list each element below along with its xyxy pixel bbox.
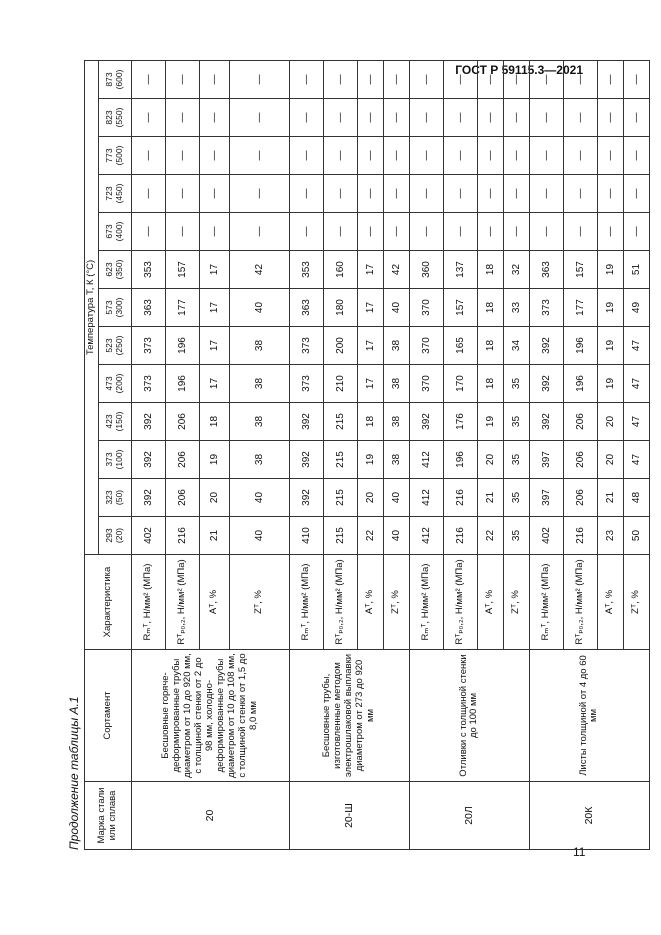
- value-cell: —: [443, 99, 477, 137]
- value-cell: 196: [165, 327, 199, 365]
- value-cell: 38: [229, 327, 289, 365]
- value-cell: —: [131, 137, 165, 175]
- value-cell: —: [383, 213, 409, 251]
- value-cell: —: [323, 99, 357, 137]
- value-cell: 353: [289, 251, 323, 289]
- value-cell: —: [229, 175, 289, 213]
- header-grade: Марка стали или сплава: [85, 782, 132, 850]
- value-cell: —: [229, 137, 289, 175]
- header-characteristic: Характеристика: [85, 555, 132, 650]
- value-cell: 392: [289, 403, 323, 441]
- value-cell: 363: [131, 289, 165, 327]
- value-cell: 206: [165, 479, 199, 517]
- value-cell: 49: [623, 289, 649, 327]
- value-cell: 402: [529, 517, 563, 555]
- value-cell: —: [289, 60, 323, 98]
- characteristic-cell: Rₘᵀ, Н/мм² (МПа): [409, 555, 443, 650]
- value-cell: 196: [165, 365, 199, 403]
- value-cell: 17: [199, 289, 229, 327]
- value-cell: —: [357, 60, 383, 98]
- value-cell: —: [623, 137, 649, 175]
- value-cell: —: [623, 213, 649, 251]
- value-cell: —: [597, 137, 623, 175]
- value-cell: 363: [289, 289, 323, 327]
- value-cell: 196: [443, 441, 477, 479]
- header-temp-573: 573 (300): [98, 289, 131, 327]
- value-cell: —: [199, 60, 229, 98]
- value-cell: —: [529, 175, 563, 213]
- value-cell: 34: [503, 327, 529, 365]
- value-cell: —: [563, 213, 597, 251]
- value-cell: 177: [165, 289, 199, 327]
- value-cell: 17: [357, 327, 383, 365]
- value-cell: 412: [409, 517, 443, 555]
- value-cell: —: [165, 137, 199, 175]
- assortment-cell: Отливки с толщиной стенки до 100 мм: [409, 650, 529, 782]
- value-cell: 22: [357, 517, 383, 555]
- characteristic-cell: Aᵀ, %: [597, 555, 623, 650]
- value-cell: 196: [563, 327, 597, 365]
- value-cell: 21: [597, 479, 623, 517]
- value-cell: 176: [443, 403, 477, 441]
- value-cell: —: [563, 99, 597, 137]
- value-cell: 20: [597, 441, 623, 479]
- value-cell: 392: [409, 403, 443, 441]
- header-temp-423: 423 (150): [98, 403, 131, 441]
- grade-cell: 20-Ш: [289, 782, 409, 850]
- value-cell: 157: [443, 289, 477, 327]
- header-temperature: Температура T, К (°С): [85, 60, 99, 554]
- value-cell: 373: [529, 289, 563, 327]
- value-cell: 40: [383, 517, 409, 555]
- value-cell: 35: [503, 517, 529, 555]
- value-cell: 21: [477, 479, 503, 517]
- value-cell: 38: [229, 403, 289, 441]
- characteristic-cell: Aᵀ, %: [199, 555, 229, 650]
- value-cell: —: [289, 137, 323, 175]
- rotated-table-area: [67, 59, 642, 850]
- value-cell: 392: [131, 403, 165, 441]
- value-cell: —: [443, 175, 477, 213]
- characteristic-cell: Rᵀₚ₀,₂, Н/мм² (МПа): [165, 555, 199, 650]
- header-temp-473: 473 (200): [98, 365, 131, 403]
- value-cell: 17: [199, 327, 229, 365]
- value-cell: 402: [131, 517, 165, 555]
- value-cell: —: [357, 137, 383, 175]
- value-cell: —: [131, 175, 165, 213]
- value-cell: —: [503, 213, 529, 251]
- value-cell: 160: [323, 251, 357, 289]
- characteristic-cell: Zᵀ, %: [229, 555, 289, 650]
- table-caption: Продолжение таблицы А.1: [67, 696, 81, 850]
- value-cell: —: [131, 213, 165, 251]
- header-assortment: Сортамент: [85, 650, 132, 782]
- value-cell: 177: [563, 289, 597, 327]
- value-cell: 35: [503, 365, 529, 403]
- value-cell: —: [357, 99, 383, 137]
- value-cell: 196: [563, 365, 597, 403]
- value-cell: 392: [131, 479, 165, 517]
- value-cell: 215: [323, 479, 357, 517]
- value-cell: 38: [383, 441, 409, 479]
- value-cell: 412: [409, 479, 443, 517]
- document-id: ГОСТ Р 59115.3—2021: [455, 63, 583, 77]
- value-cell: 17: [357, 365, 383, 403]
- page-number: 11: [573, 845, 586, 859]
- value-cell: 18: [477, 327, 503, 365]
- value-cell: —: [131, 99, 165, 137]
- value-cell: —: [563, 137, 597, 175]
- value-cell: —: [165, 175, 199, 213]
- value-cell: 392: [289, 479, 323, 517]
- value-cell: —: [503, 60, 529, 98]
- characteristic-cell: Aᵀ, %: [357, 555, 383, 650]
- assortment-cell: Бесшовные трубы, изготовленные методом электрошлаковой выплавки диаметром от 273 до 920 мм: [289, 650, 409, 782]
- characteristic-cell: Zᵀ, %: [503, 555, 529, 650]
- value-cell: 35: [503, 403, 529, 441]
- value-cell: 40: [229, 517, 289, 555]
- value-cell: 397: [529, 441, 563, 479]
- value-cell: 410: [289, 517, 323, 555]
- header-temp-773: 773 (500): [98, 137, 131, 175]
- value-cell: —: [323, 60, 357, 98]
- value-cell: 215: [323, 517, 357, 555]
- value-cell: 216: [443, 517, 477, 555]
- value-cell: 216: [563, 517, 597, 555]
- header-temp-323: 323 (50): [98, 479, 131, 517]
- value-cell: 38: [383, 403, 409, 441]
- value-cell: 20: [357, 479, 383, 517]
- value-cell: 216: [443, 479, 477, 517]
- value-cell: 373: [131, 365, 165, 403]
- value-cell: 20: [597, 403, 623, 441]
- value-cell: —: [477, 213, 503, 251]
- value-cell: 216: [165, 517, 199, 555]
- table-row: [289, 60, 323, 849]
- value-cell: —: [199, 175, 229, 213]
- value-cell: —: [597, 99, 623, 137]
- value-cell: —: [563, 175, 597, 213]
- value-cell: 363: [529, 251, 563, 289]
- value-cell: 32: [503, 251, 529, 289]
- value-cell: 40: [229, 479, 289, 517]
- value-cell: —: [529, 137, 563, 175]
- value-cell: 20: [199, 479, 229, 517]
- value-cell: —: [357, 175, 383, 213]
- value-cell: —: [529, 99, 563, 137]
- value-cell: 38: [383, 327, 409, 365]
- value-cell: —: [409, 137, 443, 175]
- value-cell: 206: [563, 403, 597, 441]
- value-cell: 370: [409, 327, 443, 365]
- value-cell: 373: [289, 327, 323, 365]
- value-cell: —: [323, 213, 357, 251]
- value-cell: 180: [323, 289, 357, 327]
- header-temp-523: 523 (250): [98, 327, 131, 365]
- value-cell: 392: [529, 365, 563, 403]
- value-cell: 47: [623, 441, 649, 479]
- value-cell: 157: [165, 251, 199, 289]
- table-row: [529, 60, 563, 849]
- value-cell: 19: [357, 441, 383, 479]
- value-cell: 19: [199, 441, 229, 479]
- value-cell: —: [477, 99, 503, 137]
- value-cell: 35: [503, 441, 529, 479]
- value-cell: —: [529, 60, 563, 98]
- value-cell: 40: [383, 479, 409, 517]
- value-cell: 23: [597, 517, 623, 555]
- value-cell: 392: [131, 441, 165, 479]
- value-cell: 38: [383, 365, 409, 403]
- header-temp-673: 673 (400): [98, 213, 131, 251]
- value-cell: —: [289, 99, 323, 137]
- value-cell: 360: [409, 251, 443, 289]
- value-cell: —: [503, 175, 529, 213]
- value-cell: 38: [229, 441, 289, 479]
- value-cell: 373: [289, 365, 323, 403]
- value-cell: —: [323, 175, 357, 213]
- value-cell: —: [383, 137, 409, 175]
- value-cell: —: [477, 175, 503, 213]
- value-cell: —: [623, 99, 649, 137]
- value-cell: 19: [597, 251, 623, 289]
- value-cell: —: [597, 213, 623, 251]
- value-cell: 19: [477, 403, 503, 441]
- value-cell: 206: [563, 479, 597, 517]
- value-cell: 17: [357, 251, 383, 289]
- value-cell: —: [443, 60, 477, 98]
- value-cell: 19: [597, 327, 623, 365]
- value-cell: 370: [409, 365, 443, 403]
- value-cell: —: [409, 213, 443, 251]
- value-cell: —: [289, 213, 323, 251]
- value-cell: 50: [623, 517, 649, 555]
- header-temp-373: 373 (100): [98, 441, 131, 479]
- characteristic-cell: Rₘᵀ, Н/мм² (МПа): [529, 555, 563, 650]
- value-cell: 19: [597, 365, 623, 403]
- value-cell: —: [383, 99, 409, 137]
- value-cell: 215: [323, 441, 357, 479]
- grade-cell: 20К: [529, 782, 649, 850]
- value-cell: —: [443, 137, 477, 175]
- value-cell: —: [199, 99, 229, 137]
- value-cell: 165: [443, 327, 477, 365]
- value-cell: 157: [563, 251, 597, 289]
- value-cell: —: [409, 175, 443, 213]
- characteristic-cell: Rₘᵀ, Н/мм² (МПа): [289, 555, 323, 650]
- value-cell: —: [503, 137, 529, 175]
- value-cell: 47: [623, 365, 649, 403]
- value-cell: 392: [529, 327, 563, 365]
- header-temp-823: 823 (550): [98, 99, 131, 137]
- value-cell: 40: [229, 289, 289, 327]
- table-row: [409, 60, 443, 849]
- value-cell: 206: [165, 441, 199, 479]
- value-cell: 40: [383, 289, 409, 327]
- characteristic-cell: Aᵀ, %: [477, 555, 503, 650]
- value-cell: 18: [477, 289, 503, 327]
- value-cell: 373: [131, 327, 165, 365]
- value-cell: 210: [323, 365, 357, 403]
- value-cell: —: [199, 137, 229, 175]
- grade-cell: 20: [131, 782, 289, 850]
- value-cell: 206: [165, 403, 199, 441]
- value-cell: —: [597, 175, 623, 213]
- assortment-cell: Листы толщиной от 4 до 60 мм: [529, 650, 649, 782]
- value-cell: —: [477, 137, 503, 175]
- value-cell: 22: [477, 517, 503, 555]
- grade-cell: 20Л: [409, 782, 529, 850]
- value-cell: 47: [623, 403, 649, 441]
- value-cell: 18: [357, 403, 383, 441]
- header-temp-873: 873 (600): [98, 60, 131, 98]
- value-cell: 18: [199, 403, 229, 441]
- value-cell: 392: [289, 441, 323, 479]
- header-temp-293: 293 (20): [98, 517, 131, 555]
- value-cell: —: [165, 99, 199, 137]
- value-cell: 353: [131, 251, 165, 289]
- value-cell: —: [383, 175, 409, 213]
- value-cell: 137: [443, 251, 477, 289]
- value-cell: 170: [443, 365, 477, 403]
- header-temp-623: 623 (350): [98, 251, 131, 289]
- value-cell: —: [529, 213, 563, 251]
- value-cell: —: [289, 175, 323, 213]
- value-cell: —: [165, 213, 199, 251]
- value-cell: 206: [563, 441, 597, 479]
- characteristic-cell: Rᵀₚ₀,₂, Н/мм² (МПа): [323, 555, 357, 650]
- value-cell: 42: [383, 251, 409, 289]
- value-cell: 17: [199, 365, 229, 403]
- value-cell: 33: [503, 289, 529, 327]
- value-cell: —: [409, 99, 443, 137]
- value-cell: —: [383, 60, 409, 98]
- value-cell: —: [229, 99, 289, 137]
- value-cell: —: [131, 60, 165, 98]
- value-cell: 20: [477, 441, 503, 479]
- properties-table: [84, 60, 650, 850]
- value-cell: —: [229, 213, 289, 251]
- value-cell: 215: [323, 403, 357, 441]
- value-cell: 18: [477, 365, 503, 403]
- value-cell: —: [623, 60, 649, 98]
- value-cell: —: [165, 60, 199, 98]
- value-cell: —: [443, 213, 477, 251]
- assortment-cell: Бесшовные горячедеформированные трубы диаметром от 10 до 920 мм, с толщиной стенки от 2 до 98 мм, холоднодеформированные трубы диаметром от 10 до 108 мм, с толщиной стенки от 1,5 до 8,0 мм: [131, 650, 289, 782]
- value-cell: 370: [409, 289, 443, 327]
- value-cell: 17: [199, 251, 229, 289]
- value-cell: 19: [597, 289, 623, 327]
- characteristic-cell: Rᵀₚ₀,₂, Н/мм² (МПа): [563, 555, 597, 650]
- value-cell: —: [357, 213, 383, 251]
- value-cell: —: [409, 60, 443, 98]
- characteristic-cell: Zᵀ, %: [623, 555, 649, 650]
- value-cell: —: [623, 175, 649, 213]
- table-row: [131, 60, 165, 849]
- value-cell: 392: [529, 403, 563, 441]
- value-cell: —: [563, 60, 597, 98]
- value-cell: —: [503, 99, 529, 137]
- value-cell: 397: [529, 479, 563, 517]
- value-cell: 51: [623, 251, 649, 289]
- value-cell: 18: [477, 251, 503, 289]
- value-cell: —: [229, 60, 289, 98]
- value-cell: 47: [623, 327, 649, 365]
- value-cell: 42: [229, 251, 289, 289]
- value-cell: 17: [357, 289, 383, 327]
- value-cell: —: [323, 137, 357, 175]
- value-cell: —: [199, 213, 229, 251]
- value-cell: 200: [323, 327, 357, 365]
- value-cell: 412: [409, 441, 443, 479]
- value-cell: —: [477, 60, 503, 98]
- characteristic-cell: Zᵀ, %: [383, 555, 409, 650]
- characteristic-cell: Rₘᵀ, Н/мм² (МПа): [131, 555, 165, 650]
- header-temp-723: 723 (450): [98, 175, 131, 213]
- value-cell: 48: [623, 479, 649, 517]
- value-cell: 38: [229, 365, 289, 403]
- characteristic-cell: Rᵀₚ₀,₂, Н/мм² (МПа): [443, 555, 477, 650]
- value-cell: —: [597, 60, 623, 98]
- value-cell: 35: [503, 479, 529, 517]
- value-cell: 21: [199, 517, 229, 555]
